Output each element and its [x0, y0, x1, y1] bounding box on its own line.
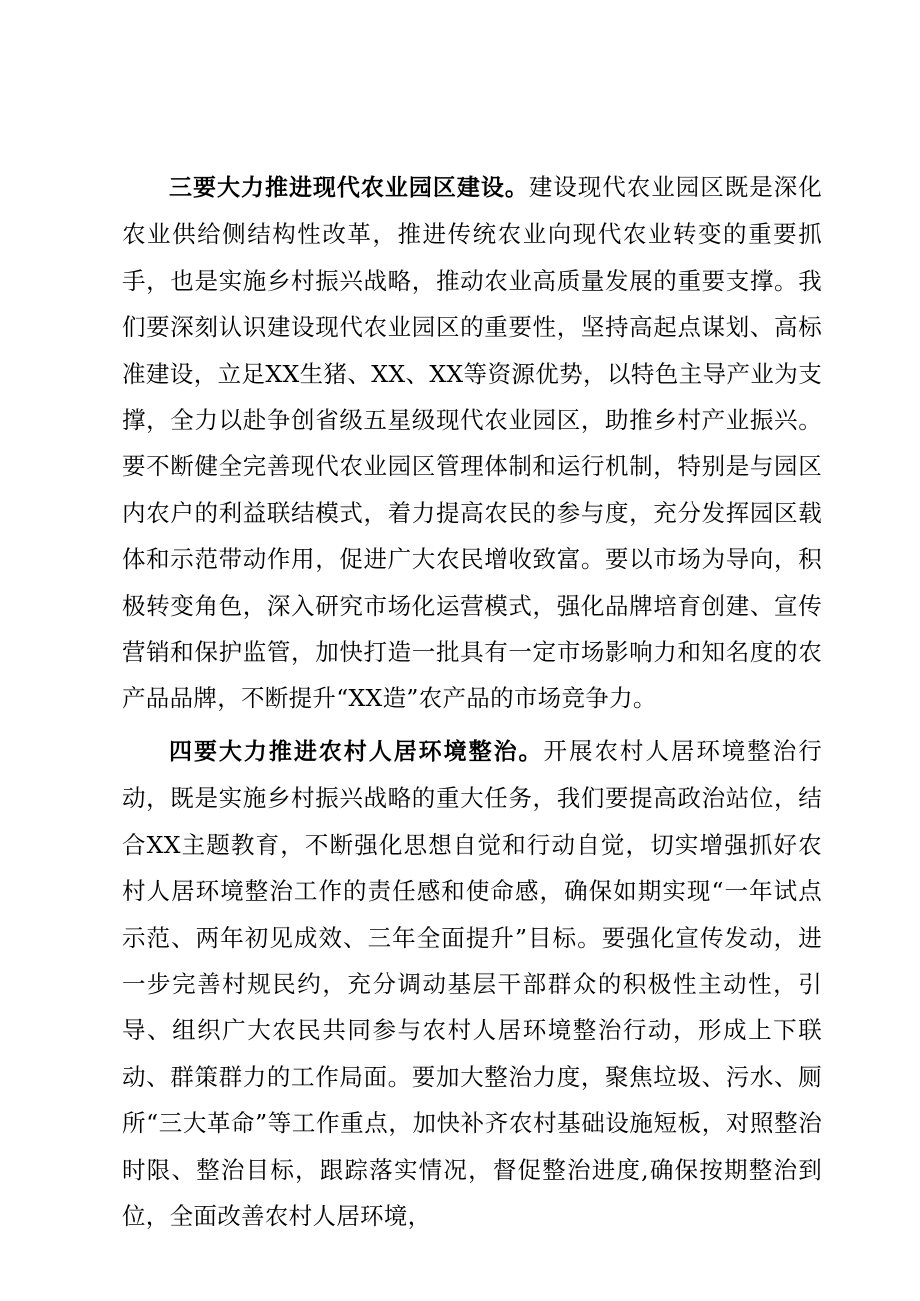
- paragraph-3-text: 建设现代农业园区既是深化农业供给侧结构性改革，推进传统农业向现代农业转变的重要抓手，也是实施乡村振兴战略，推动农业高质量发展的重要支撑。我们要深刻认识建设现代农业园区的重要性，坚持高起点谋划、高标准建设，立足XX生猪、XX、XX等资源优势，以特色主导产业为支撑，全力以赴争创省级五星级现代农业园区，助推乡村产业振兴。要不断健全完善现代农业园区管理体制和运行机制，特别是与园区内农户的利益联结模式，着力提高农民的参与度，充分发挥园区载体和示范带动作用，促进广大农民增收致富。要以市场为导向，积极转变角色，深入研究市场化运营模式，强化品牌培育创建、宣传营销和保护监管，加快打造一批具有一定市场影响力和知名度的农产品品牌，不断提升“XX造”农产品的市场竞争力。: [122, 173, 822, 713]
- paragraph-4-text: 开展农村人居环境整治行动，既是实施乡村振兴战略的重大任务，我们要提高政治站位，结合XX主题教育，不断强化思想自觉和行动自觉，切实增强抓好农村人居环境整治工作的责任感和使命感，确保如期实现“一年试点示范、两年初见成效、三年全面提升”目标。要强化宣传发动，进一步完善村规民约，充分调动基层干部群众的积极性主动性，引导、组织广大农民共同参与农村人居环境整治行动，形成上下联动、群策群力的工作局面。要加大整治力度，聚焦垃圾、污水、厕所“三大革命”等工作重点，加快补齐农村基础设施短板，对照整治时限、整治目标，跟踪落实情况，督促整治进度,确保按期整治到位，全面改善农村人居环境，: [122, 736, 822, 1230]
- paragraph-4-heading: 四要大力推进农村人居环境整治。: [169, 738, 544, 765]
- paragraph-4: [122, 728, 822, 1239]
- paragraph-3: [122, 164, 822, 722]
- document-body: [122, 164, 822, 1245]
- paragraph-3-heading: 三要大力推进现代农业园区建设。: [169, 175, 529, 201]
